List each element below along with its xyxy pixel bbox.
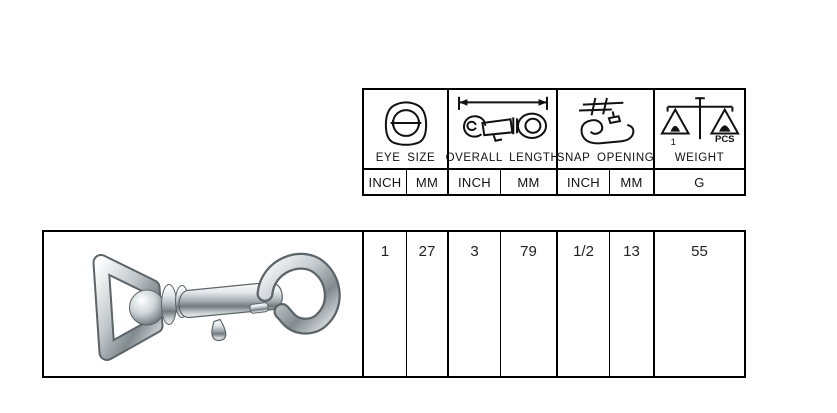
weight-icon — [660, 90, 740, 152]
weight-icon-pcs-label: PCS — [714, 133, 735, 145]
spec-group-snap-opening — [558, 90, 655, 168]
value-overall-length-inch: 3 — [449, 232, 501, 376]
snap-opening-icon — [567, 90, 645, 152]
spec-group-weight — [655, 90, 744, 168]
swivel-eye-bolt-snap-photo — [92, 246, 352, 364]
spec-group-label: EYE SIZE — [375, 152, 436, 164]
value-snap-opening-mm: 13 — [610, 232, 655, 376]
unit-cell-eye-mm: MM — [407, 170, 449, 194]
product-spec-row — [42, 230, 746, 378]
unit-cell-snap-mm: MM — [610, 170, 655, 194]
spec-header-table — [362, 88, 746, 196]
value-eye-size-mm: 27 — [407, 232, 449, 376]
value-weight-g: 55 — [691, 243, 708, 260]
spec-group-overall-length — [445, 90, 560, 168]
unit-cell-eye-inch: INCH — [364, 170, 407, 194]
unit-cell-snap-inch: INCH — [558, 170, 610, 194]
spec-unit-row — [364, 170, 744, 194]
product-photo-cell — [44, 232, 364, 376]
value-eye-size-inch: 1 — [364, 232, 407, 376]
spec-group-label: OVERALL LENGTH — [445, 152, 560, 164]
eye-size-icon — [383, 90, 429, 152]
overall-length-icon — [453, 90, 553, 152]
spec-group-label: WEIGHT — [674, 152, 725, 164]
value-overall-length-mm: 79 — [501, 232, 558, 376]
spec-group-label: SNAP OPENING — [556, 152, 655, 164]
unit-cell-weight-g: G — [694, 174, 705, 190]
unit-cell-overall-inch: INCH — [449, 170, 501, 194]
unit-cell-overall-mm: MM — [501, 170, 558, 194]
weight-icon-unit-count: 1 — [670, 136, 676, 148]
value-snap-opening-inch: 1/2 — [558, 232, 610, 376]
spec-group-row — [364, 90, 744, 170]
spec-group-eye-size — [364, 90, 449, 168]
